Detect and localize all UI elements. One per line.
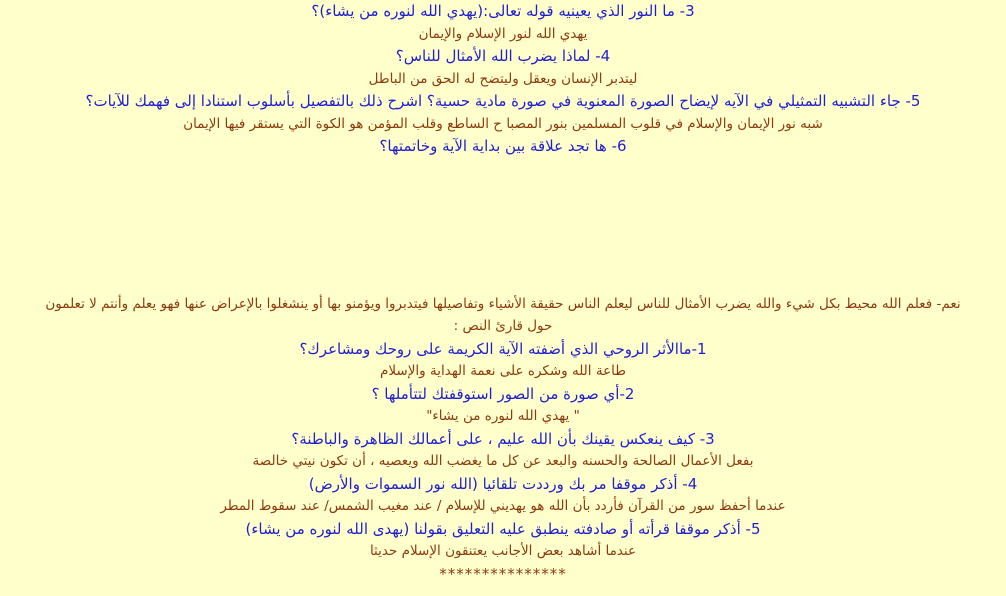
answer-4: ليتدبر الإنسان ويعقل وليتضح له الحق من الباطل bbox=[368, 70, 638, 87]
question-6: 6- ها تجد علاقة بين بداية الآية وخاتمتها؟ bbox=[379, 137, 627, 155]
answer-reader-5: عندما أشاهد بعض الأجانب يعتنقون الإسلام حديثا bbox=[369, 543, 637, 559]
question-reader-2: 2-أي صورة من الصور استوقفتك لتتأملها ؟ bbox=[371, 384, 635, 403]
separator-stars: *************** bbox=[439, 564, 567, 583]
question-reader-4: 4- أذكر موقفا مر بك ورددت تلقائيا (الله نور السموات والأرض) bbox=[308, 474, 698, 493]
answer-3: يهدي الله لنور الإسلام والإيمان bbox=[418, 25, 588, 42]
answer-reader-4: عندما أحفظ سور من القرآن فأردد بأن الله هو يهديني للإسلام / عند مغيب الشمس/ عند سقوط المطر bbox=[220, 498, 786, 514]
question-reader-3: 3- كيف ينعكس يقينك بأن الله عليم ، على أعمالك الظاهرة والباطنة؟ bbox=[291, 429, 715, 448]
question-reader-5: 5- أذكر موقفا قرأته أو صادفته ينطبق عليه التعليق بقولنا (يهدى الله لنوره من يشاء) bbox=[245, 519, 761, 538]
questions-section-1 bbox=[14, 0, 992, 158]
question-5: 5- جاء التشبيه التمثيلي في الآيه لإيضاح الصورة المعنوية في صورة مادية حسية؟ اشرح ذلك بالتفصيل بأسلوب استنادا إلى فهمك للآيات؟ bbox=[85, 92, 921, 110]
question-reader-1: 1-ماالأثر الروحي الذي أضفته الآية الكريمة على روحك ومشاعرك؟ bbox=[299, 339, 707, 358]
questions-section-2 bbox=[14, 293, 992, 586]
answer-reader-3: بفعل الأعمال الصالحة والحسنه والبعد عن كل ما يغضب الله ويعصيه ، أن تكون نيتي خالصة bbox=[252, 453, 754, 469]
answer-6: نعم- فعلم الله محيط بكل شيء والله يضرب الأمثال للناس ليعلم الناس حقيقة الأشياء وتفاصيلها فيتدبروا ويؤمنو بها أو ينشغلوا بالإعراض عنها فهو يعلم وأنتم لا تعلمون bbox=[45, 295, 961, 312]
answer-reader-2: " يهدي الله لنوره من يشاء" bbox=[426, 408, 580, 424]
question-4: 4- لماذا يضرب الله الأمثال للناس؟ bbox=[395, 47, 611, 65]
question-3: 3- ما النور الذي يعينيه قوله تعالى:(يهدي الله لنوره من يشاء)؟ bbox=[311, 2, 695, 20]
answer-reader-1: طاعة الله وشكره على نعمة الهداية والإسلام bbox=[380, 363, 626, 379]
section-heading-reader: حول قارئ النص : bbox=[453, 318, 553, 334]
blank-space bbox=[14, 158, 992, 293]
answer-5: شبه نور الإيمان والإسلام في قلوب المسلمين بنور المصبا ح الساطع وقلب المؤمن هو الكوة التي يستقر فيها الإيمان bbox=[183, 115, 823, 132]
